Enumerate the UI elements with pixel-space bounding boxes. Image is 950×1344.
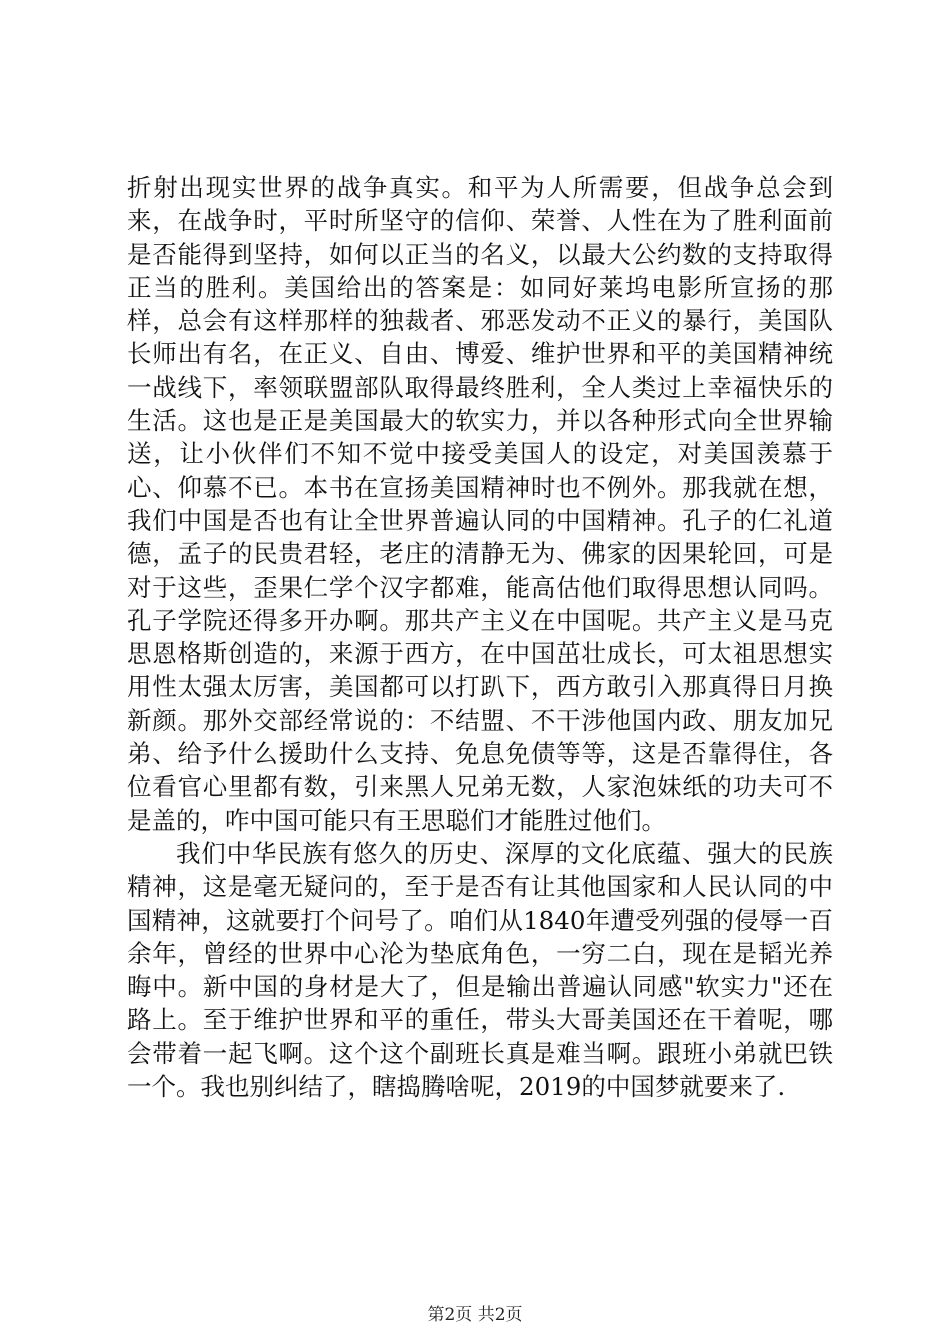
paragraph-2: 我们中华民族有悠久的历史、深厚的文化底蕴、强大的民族精神，这是毫无疑问的，至于是否有让其他国家和人民认同的中国精神，这就要打个问号了。咱们从1840年遭受列强的侵辱一百余年，曾经的世界中心沦为垫底角色，一穷二白，现在是韬光养晦中。新中国的身材是大了，但是输出普遍认同感"软实力"还在路上。至于维护世界和平的重任，带头大哥美国还在干着呢，哪会带着一起飞啊。这个这个副班长真是难当啊。跟班小弟就巴铁一个。我也别纠结了，瞎捣腾啥呢，2019的中国梦就要来了. xyxy=(127,838,833,1102)
body-text xyxy=(127,171,833,1103)
paragraph-1: 折射出现实世界的战争真实。和平为人所需要，但战争总会到来，在战争时，平时所坚守的信仰、荣誉、人性在为了胜利面前是否能得到坚持，如何以正当的名义，以最大公约数的支持取得正当的胜利。美国给出的答案是：如同好莱坞电影所宣扬的那样，总会有这样那样的独裁者、邪恶发动不正义的暴行，美国队长师出有名，在正义、自由、博爱、维护世界和平的美国精神统一战线下，率领联盟部队取得最终胜利，全人类过上幸福快乐的生活。这也是正是美国最大的软实力，并以各种形式向全世界输送，让小伙伴们不知不觉中接受美国人的设定，对美国羡慕于心、仰慕不已。本书在宣扬美国精神时也不例外。那我就在想，我们中国是否也有让全世界普遍认同的中国精神。孔子的仁礼道德，孟子的民贵君轻，老庄的清静无为、佛家的因果轮回，可是对于这些，歪果仁学个汉字都难，能高估他们取得思想认同吗。孔子学院还得多开办啊。那共产主义在中国呢。共产主义是马克思恩格斯创造的，来源于西方，在中国茁壮成长，可太祖思想实用性太强太厉害，美国都可以打趴下，西方敢引入那真得日月换新颜。那外交部经常说的：不结盟、不干涉他国内政、朋友加兄弟、给予什么援助什么支持、免息免债等等，这是否靠得住，各位看官心里都有数，引来黑人兄弟无数，人家泡妹纸的功夫可不是盖的，咋中国可能只有王思聪们才能胜过他们。 xyxy=(127,173,833,835)
page-number-footer: 第2页 共2页 xyxy=(427,1305,523,1325)
